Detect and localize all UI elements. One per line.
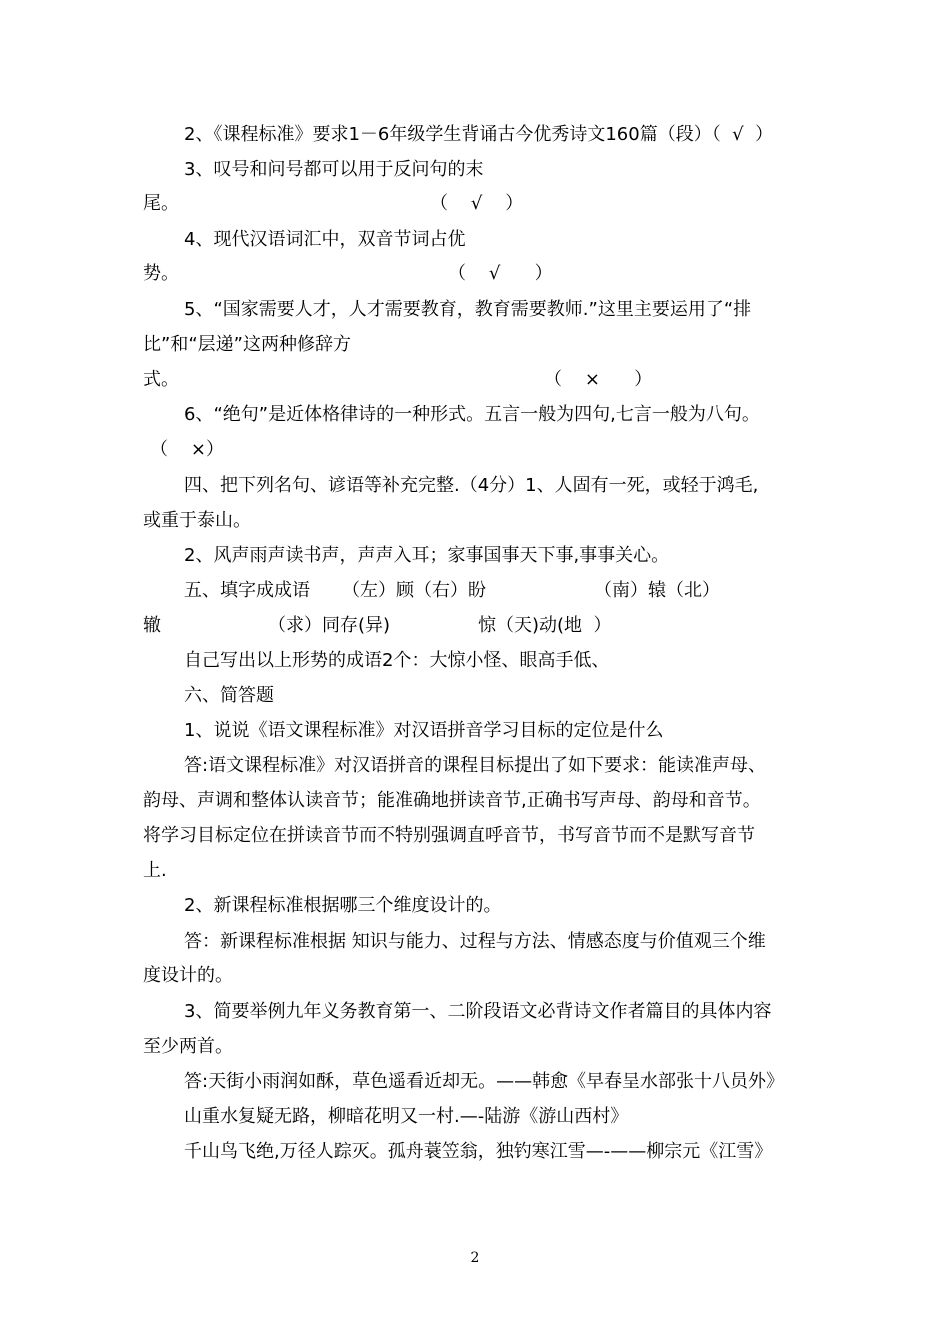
text-line	[0, 541, 950, 571]
answer-mark: （ √ ）	[430, 193, 524, 214]
answer-text: 千山鸟飞绝,万径人踪灭。孤舟蓑笠翁，独钓寒江雪—-——柳宗元《江雪》	[184, 1141, 773, 1162]
question-text: 1、说说《语文课程标准》对汉语拼音学习目标的定位是什么	[184, 720, 664, 741]
answer-text: 韵母、声调和整体认读音节；能准确地拼读音节,正确书写声母、韵母和音节。	[143, 790, 761, 811]
text-segment: （求）同存(异)	[268, 615, 391, 636]
answer-text: 上.	[143, 860, 167, 881]
text-line	[0, 681, 950, 711]
text-line	[0, 1102, 950, 1132]
text-line	[0, 295, 950, 325]
text-segment: 势。	[143, 263, 179, 284]
text-line	[0, 120, 950, 150]
text-segment: 3、叹号和问号都可以用于反问句的末	[184, 159, 484, 180]
text-line	[0, 786, 950, 816]
text-line	[0, 891, 950, 921]
text-line	[0, 927, 950, 957]
text-line	[0, 365, 950, 395]
text-segment: 式。	[143, 369, 179, 390]
text-line	[0, 856, 950, 886]
answer-text: 答:语文课程标准》对汉语拼音的课程目标提出了如下要求：能读准声母、	[184, 755, 767, 776]
text-line	[0, 259, 950, 289]
answer-mark: （ √ ）	[448, 263, 553, 284]
text-segment: 四、把下列名句、谚语等补充完整.（4分）1、人固有一死，或轻于鸿毛,	[184, 475, 759, 496]
text-line	[0, 997, 950, 1027]
text-segment: 自己写出以上形势的成语2个：大惊小怪、眼高手低、	[184, 650, 610, 671]
text-line	[0, 435, 950, 465]
text-line	[0, 400, 950, 430]
text-segment: 6、“绝句”是近体格律诗的一种形式。五言一般为四句,七言一般为八句。	[184, 404, 760, 425]
text-line	[0, 751, 950, 781]
text-line	[0, 716, 950, 746]
text-segment: （左）顾（右）盼	[342, 580, 486, 601]
text-line	[0, 961, 950, 991]
text-line	[0, 471, 950, 501]
text-line	[0, 189, 950, 219]
text-line	[0, 1137, 950, 1167]
text-line	[0, 155, 950, 185]
text-segment: （南）辕（北）	[594, 580, 720, 601]
answer-text: 度设计的。	[143, 965, 233, 986]
text-segment: 比”和“层递”这两种修辞方	[143, 334, 351, 355]
question-text: 2、新课程标准根据哪三个维度设计的。	[184, 895, 502, 916]
text-line	[0, 1032, 950, 1062]
text-segment: 4、现代汉语词汇中，双音节词占优	[184, 229, 466, 250]
text-line	[0, 1067, 950, 1097]
section-heading: 六、简答题	[184, 685, 274, 706]
text-line	[0, 330, 950, 360]
text-line	[0, 225, 950, 255]
answer-text: 将学习目标定位在拼读音节而不特别强调直呼音节，书写音节而不是默写音节	[143, 825, 755, 846]
text-segment: 2、《课程标准》要求1－6年级学生背诵古今优秀诗文160篇（段）（ √ ）	[184, 124, 774, 145]
answer-mark: （ × ）	[544, 369, 653, 390]
text-segment: 尾。	[143, 193, 179, 214]
text-segment: 惊（天)动(地 ）	[478, 615, 612, 636]
text-segment: 五、填字成成语	[184, 580, 310, 601]
question-text: 至少两首。	[143, 1036, 233, 1057]
page-number: 2	[470, 1250, 480, 1266]
text-line	[0, 821, 950, 851]
text-segment: 2、风声雨声读书声，声声入耳；家事国事天下事,事事关心。	[184, 545, 670, 566]
text-line	[0, 506, 950, 536]
text-line	[0, 646, 950, 676]
question-text: 3、简要举例九年义务教育第一、二阶段语文必背诗文作者篇目的具体内容	[184, 1001, 772, 1022]
text-segment: 或重于泰山。	[143, 510, 251, 531]
answer-text: 答:天街小雨润如酥，草色遥看近却无。——韩愈《早春呈水部张十八员外》	[184, 1071, 785, 1092]
text-segment: 辙	[143, 615, 161, 636]
answer-text: 山重水复疑无路，柳暗花明又一村.—-陆游《游山西村》	[184, 1106, 629, 1127]
answer-text: 答：新课程标准根据 知识与能力、过程与方法、情感态度与价值观三个维	[184, 931, 766, 952]
text-line	[0, 611, 950, 641]
text-line	[0, 576, 950, 606]
answer-mark: （ ×）	[150, 439, 224, 460]
text-segment: 5、“国家需要人才，人才需要教育，教育需要教师.”这里主要运用了“排	[184, 299, 752, 320]
